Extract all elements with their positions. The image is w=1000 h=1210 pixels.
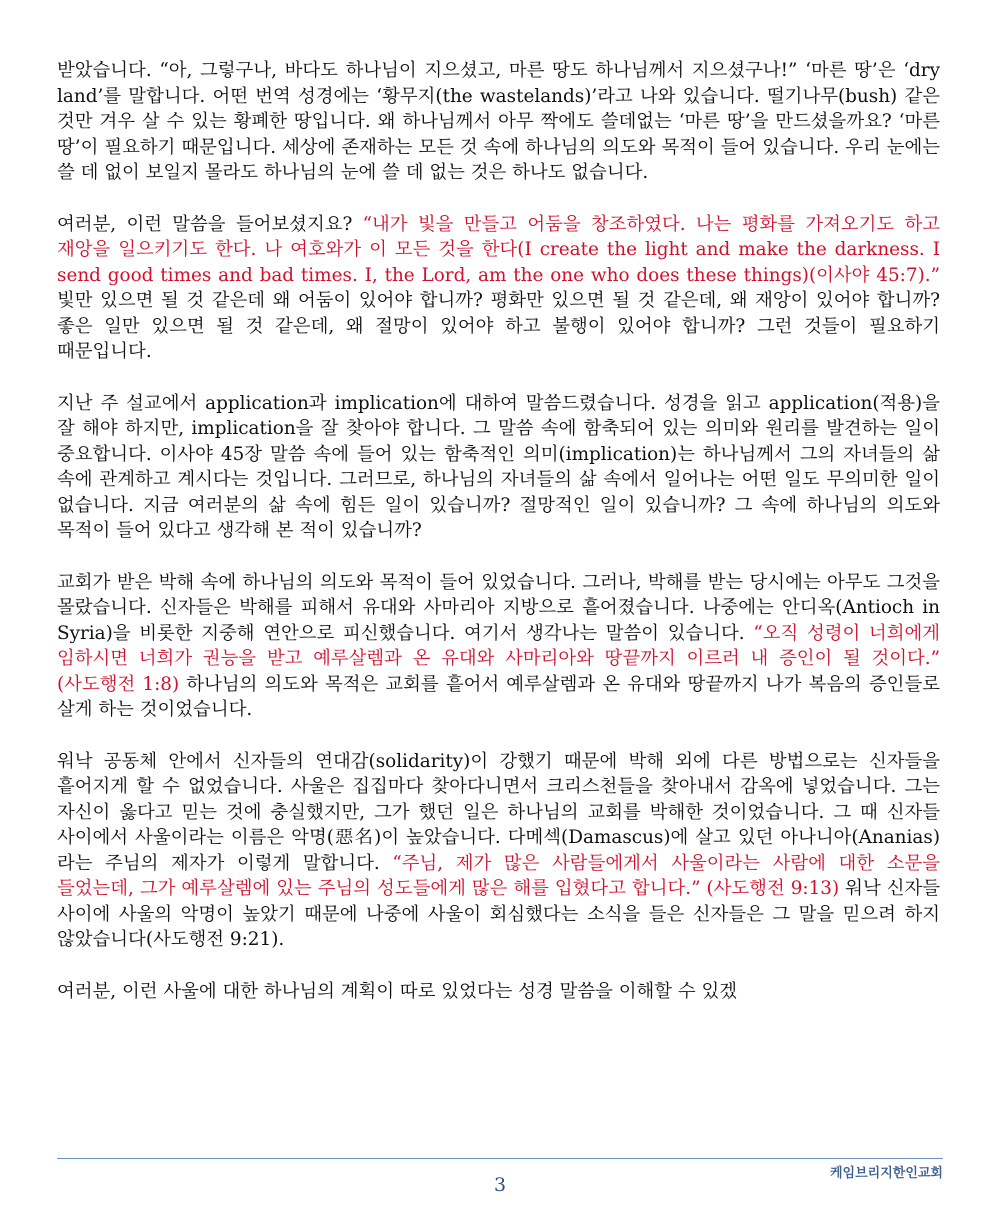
paragraph-4-text-b: 하나님의 의도와 목적은 교회를 흩어서 예루살렘과 온 유대와 땅끝까지 나가 복음의 증인들로 살게 하는 것이었습니다.	[57, 673, 940, 720]
paragraph-3-text: 지난 주 설교에서 application과 implication에 대하여 말씀드렸습니다. 성경을 읽고 application(적용)을 잘 해야 하지만, implication을 잘 찾아야 합니다. 그 말씀 속에 함축되어 있는 의미와 원리를 발견하는 일이 중요합니다. 이사야 45장 말씀 속에 들어 있는 함축적인 의미(implication)는 하나님께서 그의 자녀들의 삶 속에 관계하고 계시다는 것입니다. 그러므로, 하나님의 자녀들의 삶 속에서 일어나는 어떤 일도 무의미한 일이 없습니다. 지금 여러분의 삶 속에 힘든 일이 있습니까? 절망적인 일이 있습니까? 그 속에 하나님의 의도와 목적이 들어 있다고 생각해 본 적이 있습니까?	[57, 392, 940, 541]
church-name: 케임브리지한인교회	[829, 1166, 943, 1181]
scripture-quote-isaiah: “내가 빛을 만들고 어둠을 창조하였다. 나는 평화를 가져오기도 하고 재앙을 일으키기도 한다. 나 여호와가 이 모든 것을 한다(I create the light and make the darkness. I send good times and bad times. I, the Lord, am the one who does these things)(이사야 45:7).”	[57, 213, 940, 286]
paragraph-5-text-b: 워낙 신자들 사이에 사울의 악명이 높았기 때문에 나중에 사울이 회심했다는 소식을 들은 신자들은 그 말을 믿으려 하지 않았습니다(사도행전 9:21).	[57, 878, 940, 950]
paragraph-5-text-a: 워낙 공동체 안에서 신자들의 연대감(solidarity)이 강했기 때문에 박해 외에 다른 방법으로는 신자들을 흩어지게 할 수 없었습니다. 사울은 집집마다 찾아다니면서 크리스천들을 찾아내서 감옥에 넣었습니다. 그는 자신이 옳다고 믿는 것에 충실했지만, 그가 했던 일은 하나님의 교회를 박해한 것이었습니다. 그 때 신자들 사이에서 사울이라는 이름은 악명(惡名)이 높았습니다. 다메섹(Damascus)에 살고 있던 아나니아(Ananias)라는 주님의 제자가 이렇게 말합니다.	[57, 750, 940, 874]
paragraph-6	[57, 979, 940, 1005]
paragraph-4	[57, 570, 940, 723]
paragraph-3	[57, 391, 940, 544]
scripture-quote-acts-1-8: “오직 성령이 너희에게 임하시면 너희가 권능을 받고 예루살렘과 온 유대와 사마리아와 땅끝까지 이르러 내 증인이 될 것이다.” (사도행전 1:8)	[57, 622, 940, 695]
paragraph-6-text: 여러분, 이런 사울에 대한 하나님의 계획이 따로 있었다는 성경 말씀을 이해할 수 있겠	[57, 980, 738, 1002]
scripture-quote-acts-9-13: “주님, 제가 많은 사람들에게서 사울이라는 사람에 대한 소문을 들었는데, 그가 예루살렘에 있는 주님의 성도들에게 많은 해를 입혔다고 합니다.” (사도행전 9:13)	[57, 852, 940, 899]
paragraph-2	[57, 212, 940, 365]
page-number: 3	[493, 1174, 507, 1196]
paragraph-2-text-a: 여러분, 이런 말씀을 들어보셨지요?	[57, 213, 363, 235]
footer-divider	[57, 1158, 943, 1159]
paragraph-1-text: 받았습니다. “아, 그렇구나, 바다도 하나님이 지으셨고, 마른 땅도 하나님께서 지으셨구나!” ‘마른 땅’은 ‘dry land’를 말합니다. 어떤 번역 성경에는 ‘황무지(the wastelands)’라고 나와 있습니다. 떨기나무(bush) 같은 것만 겨우 살 수 있는 황폐한 땅입니다. 왜 하나님께서 아무 짝에도 쓸데없는 ‘마른 땅’을 만드셨을까요? ‘마른 땅’이 필요하기 때문입니다. 세상에 존재하는 모든 것 속에 하나님의 의도와 목적이 들어 있습니다. 우리 눈에는 쓸 데 없이 보일지 몰라도 하나님의 눈에 쓸 데 없는 것은 하나도 없습니다.	[57, 60, 940, 183]
paragraph-5	[57, 749, 940, 953]
paragraph-1	[57, 58, 940, 186]
paragraph-4-text-a: 교회가 받은 박해 속에 하나님의 의도와 목적이 들어 있었습니다. 그러나, 박해를 받는 당시에는 아무도 그것을 몰랐습니다. 신자들은 박해를 피해서 유대와 사마리아 지방으로 흩어졌습니다. 나중에는 안디옥(Antioch in Syria)을 비롯한 지중해 연안으로 피신했습니다. 여기서 생각나는 말씀이 있습니다.	[57, 571, 940, 644]
paragraph-2-text-b: 빛만 있으면 될 것 같은데 왜 어둠이 있어야 합니까? 평화만 있으면 될 것 같은데, 왜 재앙이 있어야 합니까? 좋은 일만 있으면 될 것 같은데, 왜 절망이 있어야 하고 불행이 있어야 합니까? 그런 것들이 필요하기 때문입니다.	[57, 290, 940, 362]
page-body	[57, 58, 940, 1030]
